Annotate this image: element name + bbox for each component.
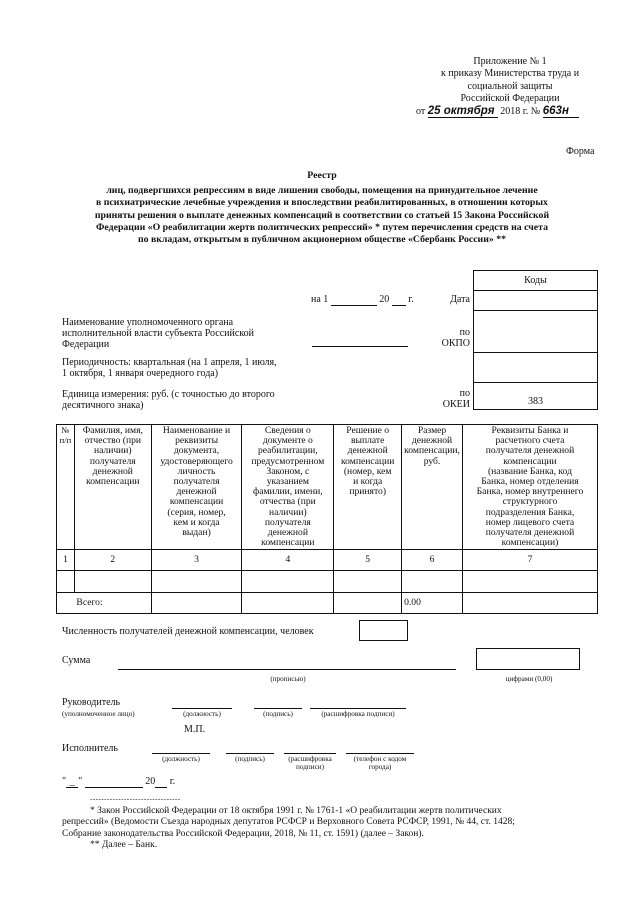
column-number-row bbox=[57, 550, 598, 571]
title-line: приняты решения о выплате денежных компенсаций в соответствии со статьей 15 Закона Российской bbox=[94, 209, 550, 221]
unit-line: десятичного знака) bbox=[62, 400, 144, 411]
header-col-5: Решение о выплате денежной компенсации (номер, кем и когда принято) bbox=[334, 425, 402, 550]
code-okei-cell: 383 bbox=[474, 383, 598, 410]
periodicity-label bbox=[62, 357, 342, 379]
code-period-cell bbox=[474, 353, 598, 383]
exec-position-line[interactable] bbox=[152, 752, 210, 754]
okei-code-label: ОКЕИ bbox=[442, 399, 470, 410]
exec-decoding-caption bbox=[280, 755, 340, 772]
date-day[interactable]: _ bbox=[66, 776, 78, 788]
sum-words-line[interactable] bbox=[118, 668, 456, 670]
footnote-line: репрессий» (Ведомости Съезда народных депутатов РСФСР и Верховного Совета РСФСР, 1991, № 44, ст. 1428; bbox=[62, 817, 515, 828]
col-number: 1 bbox=[57, 550, 75, 571]
appendix-block bbox=[400, 56, 620, 106]
date-quote: " bbox=[78, 776, 83, 787]
table-cell bbox=[242, 571, 334, 593]
organ-line: исполнительной власти субъекта Российской bbox=[62, 328, 255, 339]
footnote-line: Собрание законодательства Российской Федерации, 2018, № 11, ст. 1591) (далее – Закон). bbox=[62, 828, 424, 839]
exec-phone-caption bbox=[344, 755, 416, 772]
date-label: Дата bbox=[450, 294, 470, 305]
date-quote: " bbox=[62, 776, 67, 787]
table-header-row bbox=[57, 425, 598, 550]
code-okpo-cell bbox=[474, 311, 598, 353]
date-year-suffix: г. bbox=[169, 776, 176, 787]
header-col-4: Сведения о документе о реабилитации, предусмотренном Законом, с указанием фамилии, имени, отчества (при наличии) получателя денежной компенсации bbox=[242, 425, 334, 550]
table-cell bbox=[74, 571, 151, 593]
footnotes bbox=[62, 806, 600, 852]
okpo-code-label: ОКПО bbox=[441, 338, 470, 349]
total-row bbox=[57, 593, 598, 614]
footnote-line: * Закон Российской Федерации от 18 октября 1991 г. № 1761-1 «О реабилитации жертв политических bbox=[90, 806, 502, 816]
unit-label bbox=[62, 389, 342, 411]
table-cell bbox=[462, 571, 597, 593]
title-line: по вкладам, открытым в публичном акционерном обществе «Сбербанк России» ** bbox=[137, 234, 506, 246]
total-label: Всего: bbox=[74, 593, 151, 614]
appendix-line: к приказу Министерства труда и bbox=[440, 68, 580, 80]
registry-table bbox=[56, 424, 598, 614]
exec-signature-line[interactable] bbox=[226, 752, 274, 754]
head-decoding-caption: (расшифровка подписи) bbox=[321, 710, 395, 718]
organ-name-blank bbox=[312, 345, 408, 347]
title-line: Федерации «О реабилитации жертв политических репрессий» * путем перечисления средств на счета bbox=[96, 221, 548, 233]
recipient-count-box[interactable] bbox=[359, 620, 408, 641]
col-number: 4 bbox=[242, 550, 334, 571]
total-empty-cell bbox=[57, 593, 75, 614]
title-line: в психиатрические лечебные учреждения и впоследствии реабилитированных, в отношении которых bbox=[96, 197, 548, 209]
periodicity-line: Периодичность: квартальная (на 1 апреля, 1 июля, bbox=[62, 357, 277, 368]
caption-line: города) bbox=[368, 763, 392, 772]
col-number: 2 bbox=[74, 550, 151, 571]
total-empty-cell bbox=[334, 593, 402, 614]
report-year-blank bbox=[392, 294, 406, 306]
footnote-separator: -------------------------------- bbox=[90, 795, 181, 803]
total-empty-cell bbox=[242, 593, 334, 614]
page-title: Реестр bbox=[307, 170, 337, 181]
caption-line: (расшифровка bbox=[288, 755, 332, 763]
report-year-suffix: г. bbox=[408, 294, 414, 305]
date-prefix: от bbox=[416, 106, 426, 117]
head-decoding-line[interactable] bbox=[310, 707, 406, 709]
organ-label bbox=[62, 317, 302, 350]
sum-words-caption: (прописью) bbox=[270, 675, 306, 683]
code-date-cell bbox=[474, 291, 598, 311]
exec-signature-caption: (подпись) bbox=[235, 755, 265, 763]
appendix-line: Российской Федерации bbox=[460, 93, 560, 105]
appendix-line: Приложение № 1 bbox=[473, 56, 547, 67]
table-cell bbox=[57, 571, 75, 593]
total-empty-cell bbox=[462, 593, 597, 614]
okei-label bbox=[420, 388, 470, 410]
col-number: 7 bbox=[462, 550, 597, 571]
recipient-count-label: Численность получателей денежной компенсации, человек bbox=[62, 626, 314, 637]
title-line: лиц, подвергшихся репрессиям в виде лишения свободы, помещения на принудительное лечение bbox=[106, 185, 538, 197]
caption-line: (телефон с кодом bbox=[353, 755, 407, 763]
report-date-prefix: на 1 bbox=[311, 294, 329, 305]
sum-digits-box[interactable] bbox=[476, 648, 580, 670]
footnote-line: ** Далее – Банк. bbox=[90, 840, 158, 851]
sum-label: Сумма bbox=[62, 655, 91, 666]
col-number: 6 bbox=[402, 550, 463, 571]
header-col-6: Размер денежной компенсации, руб. bbox=[402, 425, 463, 550]
codes-header: Коды bbox=[474, 271, 598, 291]
exec-position-caption: (должность) bbox=[162, 755, 200, 763]
table-cell bbox=[402, 571, 463, 593]
header-col-1: № п/п bbox=[57, 425, 75, 550]
sum-digits-caption: цифрами (0,00) bbox=[505, 675, 553, 683]
head-signature-caption: (подпись) bbox=[263, 710, 293, 718]
header-col-2: Фамилия, имя, отчество (при наличии) получателя денежной компенсации bbox=[74, 425, 151, 550]
exec-decoding-line[interactable] bbox=[284, 752, 336, 754]
table-row bbox=[57, 571, 598, 593]
po-label: по bbox=[459, 327, 470, 338]
year-number-label: 2018 г. № bbox=[500, 106, 541, 117]
head-position-caption: (должность) bbox=[183, 710, 221, 718]
date-year-blank[interactable] bbox=[155, 776, 167, 788]
appendix-line: социальной защиты bbox=[467, 80, 553, 92]
col-number: 5 bbox=[334, 550, 402, 571]
appendix-date-line bbox=[416, 106, 626, 118]
po-label: по bbox=[459, 388, 470, 399]
head-signature-line[interactable] bbox=[254, 707, 302, 709]
date-month-blank[interactable] bbox=[85, 776, 143, 788]
codes-table bbox=[473, 270, 598, 410]
handwritten-number: 663н bbox=[543, 106, 579, 118]
header-col-7: Реквизиты Банка и расчетного счета получателя денежной компенсации (название Банка, код Банка, номер отделения Банка, номер внутреннего структурного подразделения Банка, номер лицевого счета получателя денежной компенсации) bbox=[462, 425, 597, 550]
total-empty-cell bbox=[151, 593, 242, 614]
table-cell bbox=[151, 571, 242, 593]
head-position-line[interactable] bbox=[172, 707, 232, 709]
col-number: 3 bbox=[151, 550, 242, 571]
report-date-line bbox=[311, 294, 414, 306]
periodicity-line: 1 октября, 1 января очередного года) bbox=[62, 368, 219, 379]
header-col-3: Наименование и реквизиты документа, удостоверяющего личность получателя денежной компенсации (серия, номер, кем и когда выдан) bbox=[151, 425, 242, 550]
handwritten-date: 25 октября bbox=[428, 106, 498, 118]
unit-line: Единица измерения: руб. (с точностью до второго bbox=[62, 389, 275, 400]
title-block bbox=[44, 170, 600, 246]
okpo-label bbox=[420, 327, 470, 349]
executor-label: Исполнитель bbox=[62, 743, 118, 754]
exec-phone-line[interactable] bbox=[346, 752, 414, 754]
form-label: Форма bbox=[566, 146, 595, 157]
report-date-blank bbox=[331, 294, 377, 306]
organ-line: Наименование уполномоченного органа bbox=[62, 317, 234, 328]
head-label: Руководитель bbox=[62, 697, 121, 708]
date-year: 20 bbox=[145, 776, 156, 787]
caption-line: подписи) bbox=[295, 763, 324, 772]
total-value: 0.00 bbox=[402, 593, 463, 614]
report-year: 20 bbox=[379, 294, 390, 305]
seal-label: М.П. bbox=[184, 724, 206, 735]
organ-line: Федерации bbox=[62, 339, 110, 350]
sign-date-line bbox=[62, 776, 175, 788]
table-cell bbox=[334, 571, 402, 593]
head-sub-caption: (уполномоченное лицо) bbox=[62, 710, 135, 718]
